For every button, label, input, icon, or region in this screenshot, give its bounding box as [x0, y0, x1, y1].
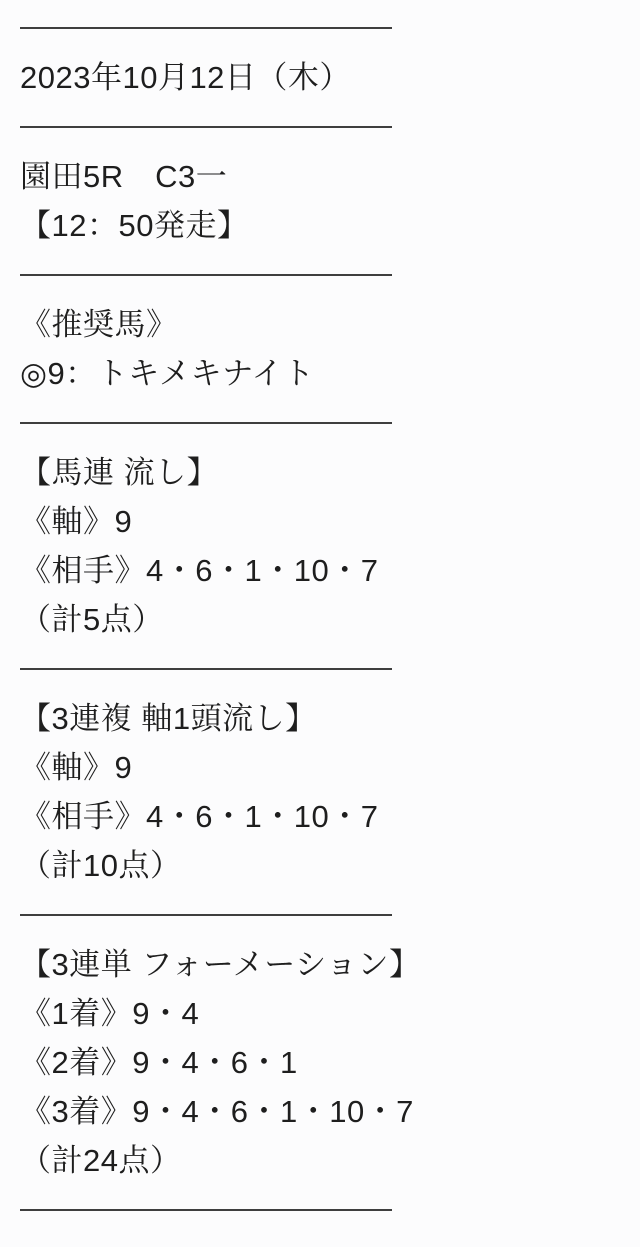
section-divider	[20, 1209, 392, 1211]
bet-second-place-line: 《2着》9・4・6・1	[20, 1045, 298, 1080]
bet-total-line: （計24点）	[20, 1143, 182, 1178]
bet-third-place-line: 《3着》9・4・6・1・10・7	[20, 1094, 414, 1129]
bet-heading: 【3連単 フォーメーション】	[20, 947, 421, 982]
date-line: 2023年10月12日（木）	[20, 60, 351, 95]
bet-total-line: （計10点）	[20, 848, 182, 883]
bet-total-line: （計5点）	[20, 602, 164, 637]
bet-heading: 【馬連 流し】	[20, 455, 219, 490]
race-info-section	[20, 128, 640, 274]
bet-first-place-line: 《1着》9・4	[20, 996, 200, 1031]
date-section	[20, 29, 640, 126]
bet-heading: 【3連複 軸1頭流し】	[20, 701, 317, 736]
recommendation-heading: 《推奨馬》	[20, 307, 178, 342]
recommended-horse: ◎9：トキメキナイト	[20, 356, 315, 391]
bet-section-sanrentan	[20, 916, 640, 1209]
bet-axis-line: 《軸》9	[20, 504, 133, 539]
recommendation-section	[20, 276, 640, 422]
race-start-time: 【12：50発走】	[20, 208, 249, 243]
bet-section-sanrenpuku	[20, 670, 640, 914]
bet-partners-line: 《相手》4・6・1・10・7	[20, 553, 379, 588]
bet-axis-line: 《軸》9	[20, 750, 133, 785]
race-title: 園田5R C3一	[20, 159, 228, 194]
bet-partners-line: 《相手》4・6・1・10・7	[20, 799, 379, 834]
bet-section-umaren	[20, 424, 640, 668]
